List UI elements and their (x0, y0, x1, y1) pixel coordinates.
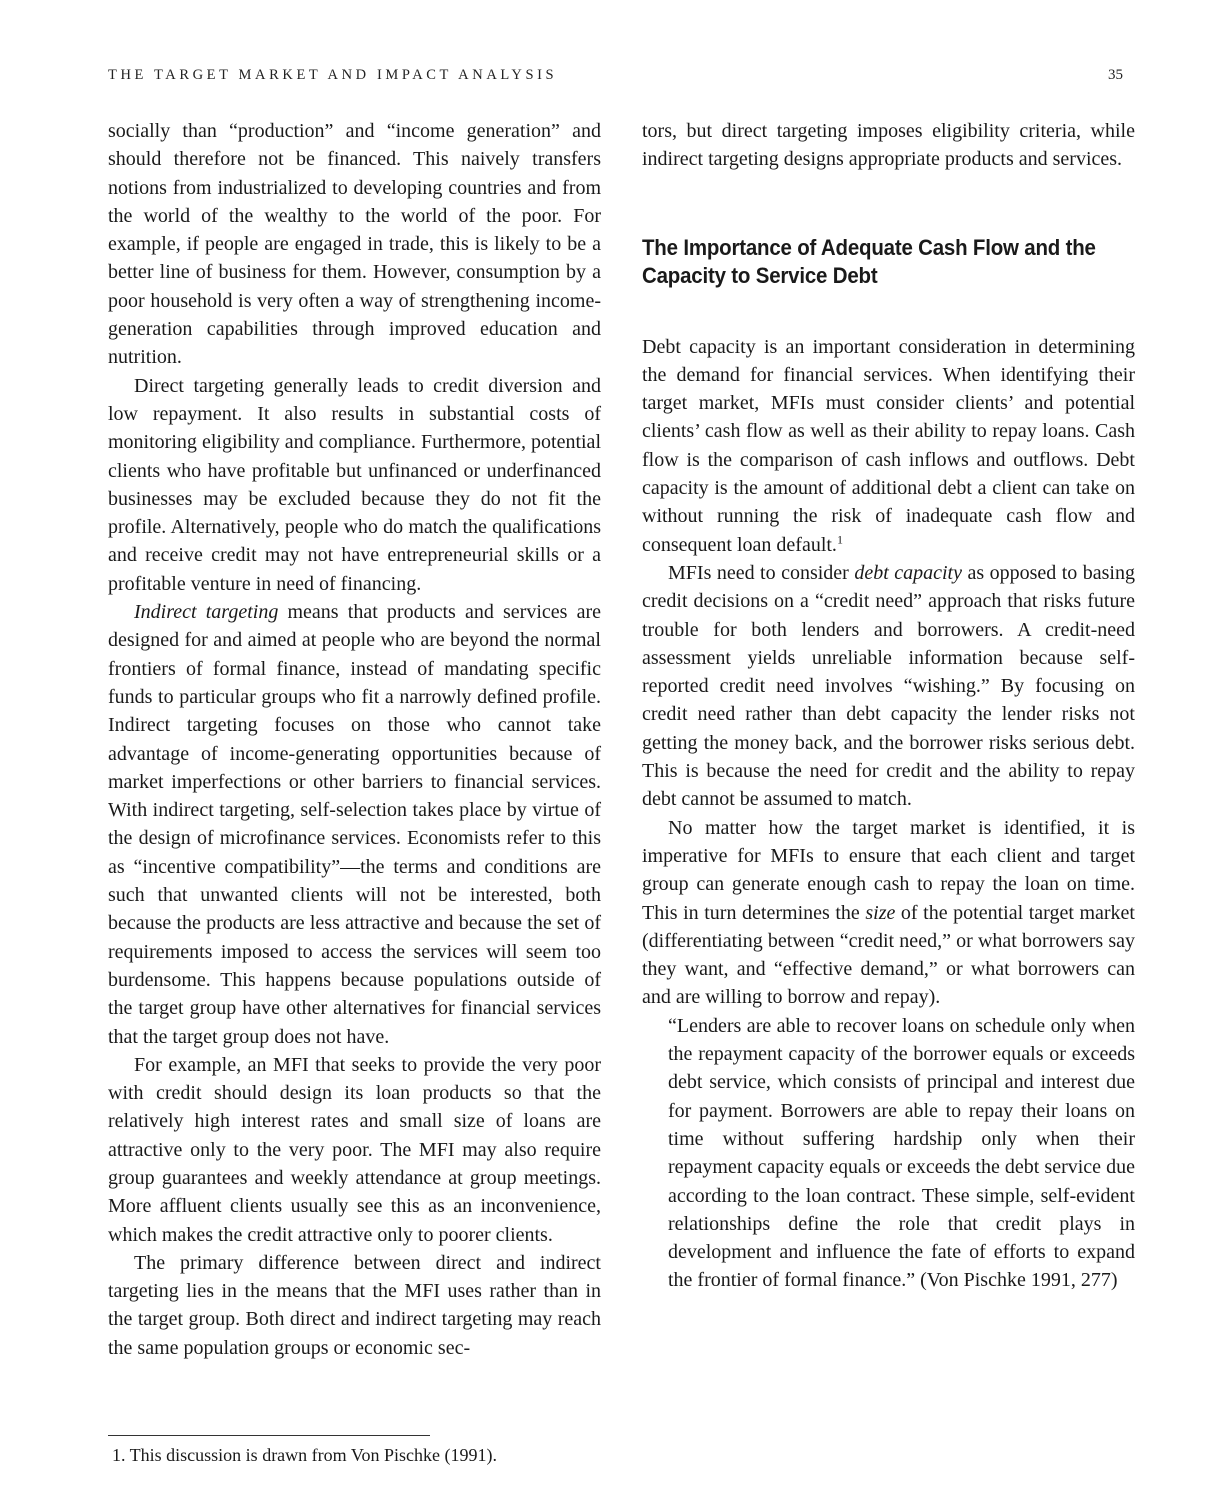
paragraph-text: as opposed to basing credit decisions on a “credit need” approach that risks future trouble for both lenders and borrowers. A credit-need assessment yields unreliable information because self-reported credit need involves “wishing.” By focusing on credit need rather than debt capacity the lender risks not getting the money back, and the borrower risks serious debt. This is because the need for credit and the ability to repay debt cannot be assumed to match. (642, 561, 1135, 811)
italic-term: debt capacity (854, 561, 962, 584)
section-heading-line: The Importance of Adequate Cash Flow and the (642, 234, 1096, 260)
left-column (108, 117, 601, 1362)
paragraph-text: Debt capacity is an important consideration in determining the demand for financial services. When identifying their target market, MFIs must consider clients’ and potential clients’ cash flow as well as their ability to repay loans. Cash flow is the comparison of cash inflows and outflows. Debt capacity is the amount of additional debt a client can take on without running the risk of inadequate cash flow and consequent loan default. (642, 335, 1135, 556)
body-paragraph: Direct targeting generally leads to credit diversion and low repayment. It also results in substantial costs of monitoring eligibility and compliance. Furthermore, potential clients who have profitable but unfinanced or underfinanced businesses may be excluded because they do not fit the profile. Alternatively, people who do match the qualifications and receive credit may not have entrepreneurial skills or a profitable venture in need of financing. (108, 374, 601, 595)
paragraph-text: means that products and services are designed for and aimed at people who are beyond the normal frontiers of formal finance, instead of mandating specific funds to particular groups who fit a narrowly defined profile. Indirect targeting focuses on those who cannot take advantage of income-generating opportunities because of market imperfections or other barriers to financial services. With indirect targeting, self-selection takes place by virtue of the design of microfinance services. Economists refer to this as “incentive compatibility”—the terms and conditions are such that unwanted clients will not be interested, both because the products are less attractive and because the set of requirements imposed to access the services will seem too burdensome. This happens because populations outside of the target group have other alternatives for financial services that the target group does not have. (108, 601, 601, 1048)
italic-term: Indirect targeting (134, 601, 279, 624)
block-quote (668, 1012, 1135, 1295)
section-heading (642, 234, 1135, 290)
paragraph-text: of the potential target market (differentiating between “credit need,” or what borrowers say they want, and “effective demand,” or what borrowers can and are willing to borrow and repay). (642, 901, 1135, 1009)
right-column (642, 117, 1135, 1295)
page-number: 35 (1108, 67, 1123, 83)
footnote-divider (108, 1435, 430, 1436)
paragraph-text: MFIs need to consider (668, 561, 855, 584)
body-paragraph: The primary difference between direct and indirect targeting lies in the means that the MFI uses rather than in the target group. Both direct and indirect targeting may reach the same population groups or economic sec- (108, 1251, 601, 1359)
footnote: 1. This discussion is drawn from Von Pischke (1991). (112, 1445, 497, 1465)
body-paragraph (108, 598, 601, 1051)
body-paragraph: For example, an MFI that seeks to provide the very poor with credit should design its loan products so that the relatively high interest rates and small size of loans are attractive only to the very poor. The MFI may also require group guarantees and weekly attendance at group meetings. More affluent clients usually see this as an inconvenience, which makes the credit attractive only to poorer clients. (108, 1053, 601, 1246)
body-paragraph (642, 814, 1135, 1012)
section-heading-line: Capacity to Service Debt (642, 262, 878, 288)
body-paragraph (642, 333, 1135, 559)
running-head: THE TARGET MARKET AND IMPACT ANALYSIS (108, 67, 558, 83)
body-paragraph (642, 559, 1135, 814)
body-paragraph: socially than “production” and “income generation” and should therefore not be financed. This naively transfers notions from industrialized to developing countries and from the world of the wealthy to the world of the poor. For example, if people are engaged in trade, this is likely to be a better line of business for them. However, consumption by a poor household is very often a way of strengthening income-generation capabilities through improved education and nutrition. (108, 120, 601, 369)
quote-text: “Lenders are able to recover loans on schedule only when the repayment capacity of the borrower equals or exceeds debt service, which consists of principal and interest due for payment. Borrowers are able to repay their loans on time without suffering hardship only when their repayment capacity equals or exceeds the debt service due according to the loan contract. These simple, self-evident relationships define the role that credit plays in development and influence the fate of efforts to expand the frontier of formal finance.” (Von Pischke 1991, 277) (668, 1014, 1135, 1292)
paragraph-text: No matter how the target market is identified, it is imperative for MFIs to ensure that each client and target group can generate enough cash to repay the loan on time. This in turn determines the (642, 816, 1135, 924)
footnote-ref[interactable]: 1 (836, 532, 843, 547)
body-paragraph: tors, but direct targeting imposes eligibility criteria, while indirect targeting designs appropriate products and services. (642, 120, 1135, 171)
italic-term: size (865, 901, 896, 924)
